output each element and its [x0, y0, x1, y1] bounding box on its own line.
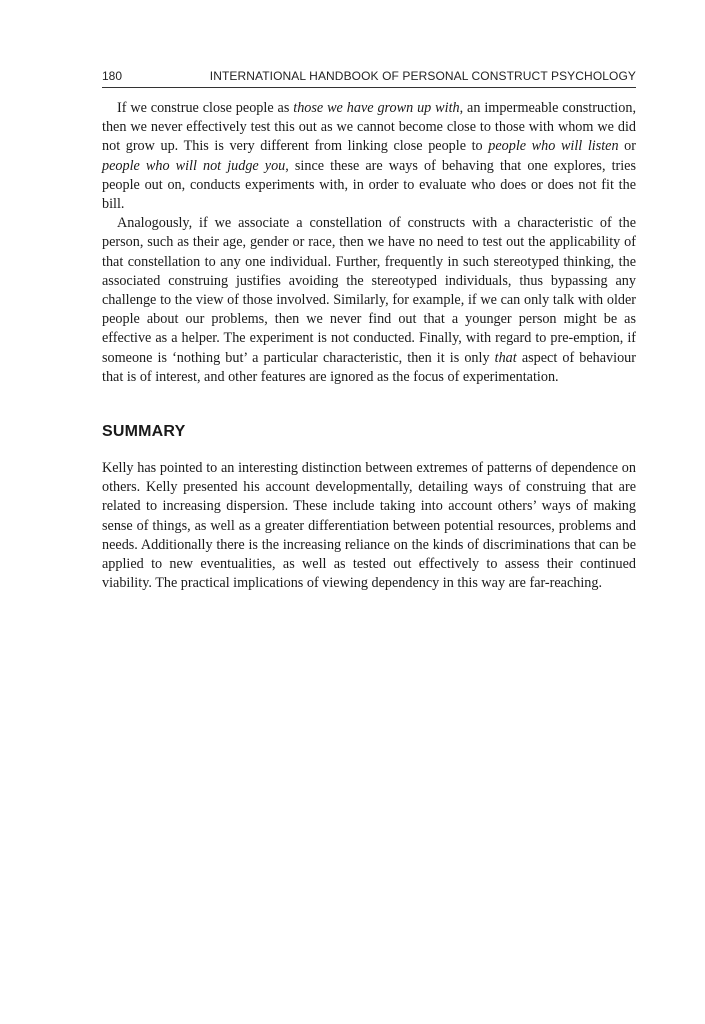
p1-italic-2: people who will listen	[488, 138, 619, 155]
p2-italic-1: that	[494, 349, 517, 366]
summary-heading: SUMMARY	[102, 423, 186, 440]
body-text	[102, 99, 636, 387]
book-page	[102, 0, 636, 1024]
p2-text-1: Analogously, if we associate a constellation of constructs with a characteristic of the person, such as their age, gender or race, then we have no need to test out the applicability of that constellation to any one individual. Further, frequently in such stereotyped thinking, the associated construing justifies avoiding the stereotyped individuals, thus bypassing any challenge to the view of those involved. Similarly, for example, if we can only talk with older people about our problems, then we never find out that a younger person might be as effective as a helper. The experiment is not conducted. Finally, with regard to pre-emption, if someone is ‘nothing but’ a particular characteristic, then it is only	[102, 215, 636, 366]
p1-italic-1: those we have grown up with	[293, 100, 460, 116]
paragraph-1	[102, 99, 636, 214]
p1-italic-3: people who will not judge you	[102, 157, 286, 174]
summary-paragraph: Kelly has pointed to an interesting distinction between extremes of patterns of dependence on others. Kelly presented his account developmentally, detailing ways of construing that are related to increasing dispersion. These include taking into account others’ ways of making sense of things, as well as a greater differentiation between potential resources, problems and needs. Additionally there is the increasing reliance on the kinds of discriminations that can be applied to new eventualities, as well as tested out effectively to assess their continued viability. The practical implications of viewing dependency in this way are far-reaching.	[102, 460, 636, 592]
running-header	[102, 66, 636, 88]
p1-text-4: , since these are ways of behaving that one explores, tries people out on, conducts experiments with, in order to evaluate who does or does not fit the bill.	[102, 157, 636, 213]
book-title: INTERNATIONAL HANDBOOK OF PERSONAL CONSTRUCT PSYCHOLOGY	[209, 69, 636, 83]
p1-text-1: If we construe close people as	[117, 100, 294, 116]
summary-section	[102, 459, 636, 593]
paragraph-2	[102, 214, 636, 387]
p1-text-2: , an impermeable construction, then we never effectively test this out as we cannot become close to those with whom we did not grow up. This is very different from linking close people to	[102, 100, 636, 155]
page-number: 180	[102, 69, 123, 83]
p1-text-3: or	[618, 138, 636, 155]
p2-text-2: aspect of behaviour that is of interest, and other features are ignored as the focus of experimentation.	[102, 349, 637, 385]
